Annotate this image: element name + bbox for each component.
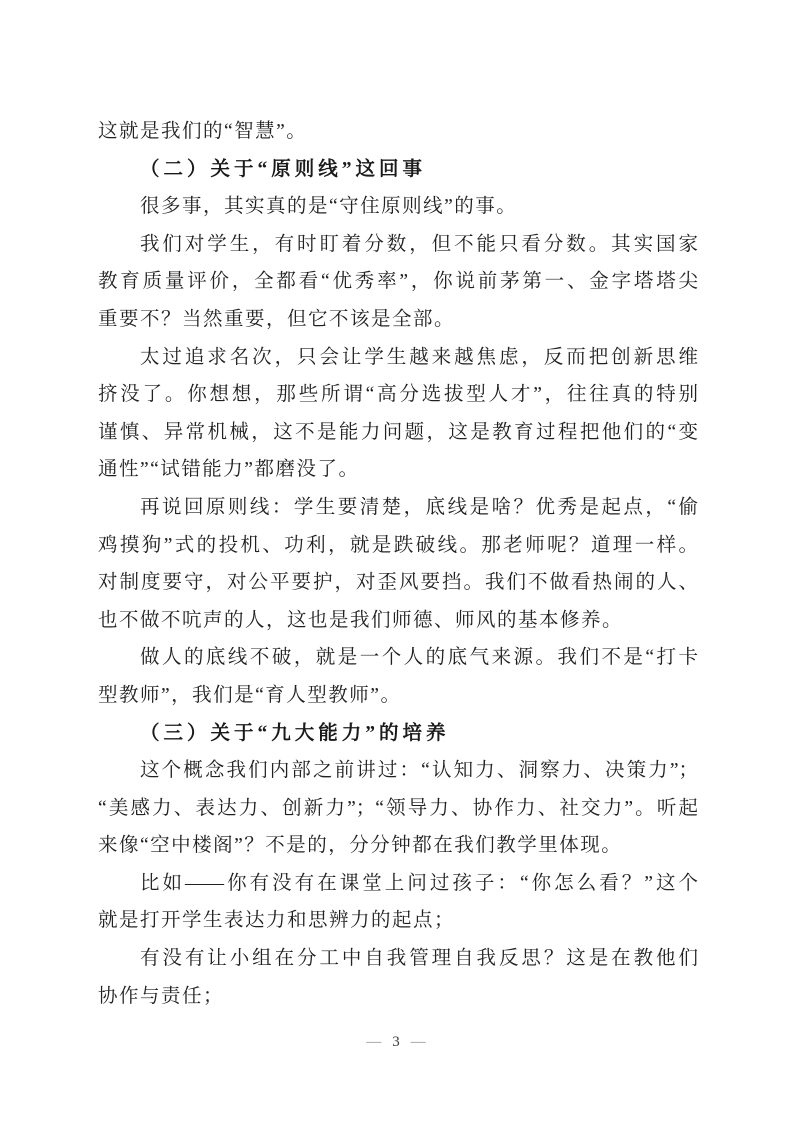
text-line: 谨慎、异常机械，这不是能力问题，这是教育过程把他们的“变 [98,421,698,443]
text-line: 型教师”，我们是“育人型教师”。 [98,684,402,706]
text-line: 挤没了。你想想，那些所谓“高分选拔型人才”，往往真的特别 [98,384,698,406]
text-line: 来像“空中楼阁”？不是的，分分钟都在我们教学里体现。 [98,835,623,857]
page-footer [0,1030,793,1054]
text-line: “美感力、表达力、创新力”；“领导力、协作力、社交力”。听起 [98,797,698,819]
text-line: 通性”“试错能力”都磨没了。 [98,459,360,481]
footer-dash-left: — [366,1034,383,1050]
text-line: 重要不？当然重要，但它不该是全部。 [98,308,456,330]
text-line: 再说回原则线：学生要清楚，底线是啥？优秀是起点，“偷 [140,496,698,518]
text-line: 这个概念我们内部之前讲过：“认知力、洞察力、决策力”； [140,760,698,782]
text-line: 太过追求名次，只会让学生越来越焦虑，反而把创新思维 [140,346,698,368]
text-line: 很多事，其实真的是“守住原则线”的事。 [140,196,518,218]
text-line: 也不做不吭声的人，这也是我们师德、师风的基本修养。 [98,609,624,631]
text-line: 我们对学生，有时盯着分数，但不能只看分数。其实国家 [140,233,698,255]
text-line: 有没有让小组在分工中自我管理自我反思？这是在教他们 [140,948,698,970]
text-block [98,113,698,1015]
page-number: 3 [392,1034,401,1050]
text-line: 比如——你有没有在课堂上问过孩子：“你怎么看？”这个 [140,872,698,894]
text-line: 做人的底线不破，就是一个人的底气来源。我们不是“打卡 [140,647,698,669]
text-line: 教育质量评价，全都看“优秀率”，你说前茅第一、金字塔塔尖 [98,271,698,293]
footer-dash-right: — [410,1034,427,1050]
text-line: 这就是我们的“智慧”。 [98,121,308,142]
text-line: 对制度要守，对公平要护，对歪风要挡。我们不做看热闹的人、 [98,572,698,594]
text-line: 就是打开学生表达力和思辨力的起点； [98,910,456,932]
section-heading-2: （二）关于“原则线”这回事 [140,158,427,180]
text-line: 协作与责任； [98,985,225,1007]
section-heading-3: （三）关于“九大能力”的培养 [140,722,450,744]
text-line: 鸡摸狗”式的投机、功利，就是跌破线。那老师呢？道理一样。 [98,534,698,556]
